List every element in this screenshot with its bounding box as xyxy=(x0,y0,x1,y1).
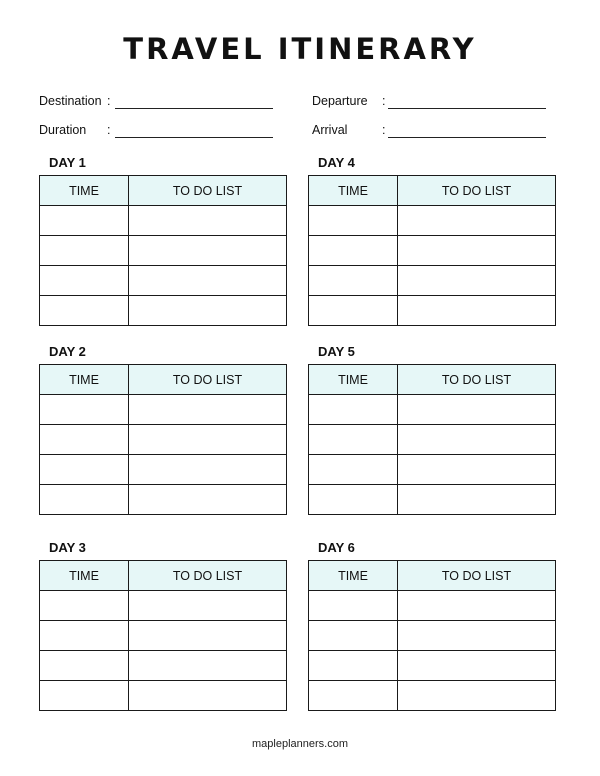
destination-colon: : xyxy=(107,94,111,108)
todo-cell[interactable] xyxy=(398,621,556,651)
duration-colon: : xyxy=(107,123,111,137)
time-header: TIME xyxy=(309,365,398,395)
time-header: TIME xyxy=(40,561,129,591)
day-5-table xyxy=(308,364,556,515)
todo-header: TO DO LIST xyxy=(129,365,287,395)
todo-cell[interactable] xyxy=(398,206,556,236)
time-cell[interactable] xyxy=(309,206,398,236)
todo-cell[interactable] xyxy=(129,455,287,485)
day-2-title: DAY 2 xyxy=(49,344,86,359)
time-cell[interactable] xyxy=(40,621,129,651)
todo-header: TO DO LIST xyxy=(398,176,556,206)
table-row xyxy=(40,455,287,485)
table-row xyxy=(309,621,556,651)
todo-cell[interactable] xyxy=(398,651,556,681)
departure-line[interactable] xyxy=(388,108,546,109)
day-4-title: DAY 4 xyxy=(318,155,355,170)
arrival-line[interactable] xyxy=(388,137,546,138)
time-cell[interactable] xyxy=(40,395,129,425)
departure-colon: : xyxy=(382,94,386,108)
duration-label: Duration xyxy=(39,123,87,137)
time-cell[interactable] xyxy=(40,681,129,711)
day-3-title: DAY 3 xyxy=(49,540,86,555)
destination-line[interactable] xyxy=(115,108,273,109)
table-row xyxy=(40,591,287,621)
table-row xyxy=(309,485,556,515)
time-cell[interactable] xyxy=(40,296,129,326)
time-cell[interactable] xyxy=(40,455,129,485)
table-row xyxy=(309,395,556,425)
todo-header: TO DO LIST xyxy=(398,365,556,395)
table-row xyxy=(309,455,556,485)
time-header: TIME xyxy=(40,365,129,395)
time-cell[interactable] xyxy=(40,266,129,296)
todo-cell[interactable] xyxy=(129,621,287,651)
table-row xyxy=(309,206,556,236)
day-1-title: DAY 1 xyxy=(49,155,86,170)
time-cell[interactable] xyxy=(309,485,398,515)
day-3-table xyxy=(39,560,287,711)
todo-cell[interactable] xyxy=(129,395,287,425)
todo-cell[interactable] xyxy=(398,591,556,621)
day-6-table xyxy=(308,560,556,711)
time-cell[interactable] xyxy=(40,236,129,266)
time-cell[interactable] xyxy=(309,425,398,455)
time-header: TIME xyxy=(40,176,129,206)
time-cell[interactable] xyxy=(40,425,129,455)
time-cell[interactable] xyxy=(309,296,398,326)
todo-cell[interactable] xyxy=(129,425,287,455)
todo-cell[interactable] xyxy=(398,296,556,326)
todo-header: TO DO LIST xyxy=(398,561,556,591)
duration-field[interactable] xyxy=(39,123,274,141)
todo-cell[interactable] xyxy=(129,296,287,326)
table-row xyxy=(309,236,556,266)
table-row xyxy=(40,651,287,681)
table-row xyxy=(40,395,287,425)
day-2-table xyxy=(39,364,287,515)
table-row xyxy=(40,485,287,515)
time-cell[interactable] xyxy=(309,236,398,266)
table-row xyxy=(40,425,287,455)
table-row xyxy=(40,236,287,266)
todo-cell[interactable] xyxy=(398,681,556,711)
arrival-field[interactable] xyxy=(312,123,552,141)
page-title: TRAVEL ITINERARY xyxy=(123,32,477,66)
time-cell[interactable] xyxy=(309,266,398,296)
table-row xyxy=(40,206,287,236)
todo-cell[interactable] xyxy=(129,651,287,681)
day-6-title: DAY 6 xyxy=(318,540,355,555)
time-cell[interactable] xyxy=(40,485,129,515)
time-cell[interactable] xyxy=(309,455,398,485)
time-cell[interactable] xyxy=(309,591,398,621)
time-cell[interactable] xyxy=(309,651,398,681)
destination-label: Destination xyxy=(39,94,102,108)
time-header: TIME xyxy=(309,561,398,591)
todo-header: TO DO LIST xyxy=(129,176,287,206)
table-row xyxy=(40,266,287,296)
time-cell[interactable] xyxy=(309,681,398,711)
time-header: TIME xyxy=(309,176,398,206)
day-1-table xyxy=(39,175,287,326)
todo-cell[interactable] xyxy=(129,485,287,515)
table-row xyxy=(309,591,556,621)
destination-field[interactable] xyxy=(39,94,274,112)
day-4-table xyxy=(308,175,556,326)
table-row xyxy=(309,296,556,326)
table-row xyxy=(309,651,556,681)
time-cell[interactable] xyxy=(40,651,129,681)
departure-field[interactable] xyxy=(312,94,552,112)
footer-website: mapleplanners.com xyxy=(252,738,348,750)
todo-cell[interactable] xyxy=(398,236,556,266)
duration-line[interactable] xyxy=(115,137,273,138)
arrival-label: Arrival xyxy=(312,123,348,137)
table-row xyxy=(40,681,287,711)
todo-header: TO DO LIST xyxy=(129,561,287,591)
todo-cell[interactable] xyxy=(129,266,287,296)
table-row xyxy=(40,296,287,326)
table-row xyxy=(309,681,556,711)
time-cell[interactable] xyxy=(309,395,398,425)
time-cell[interactable] xyxy=(40,206,129,236)
todo-cell[interactable] xyxy=(129,206,287,236)
todo-cell[interactable] xyxy=(129,681,287,711)
table-row xyxy=(40,621,287,651)
day-5-title: DAY 5 xyxy=(318,344,355,359)
todo-cell[interactable] xyxy=(129,591,287,621)
todo-cell[interactable] xyxy=(398,455,556,485)
time-cell[interactable] xyxy=(40,591,129,621)
time-cell[interactable] xyxy=(309,621,398,651)
todo-cell[interactable] xyxy=(398,266,556,296)
todo-cell[interactable] xyxy=(129,236,287,266)
todo-cell[interactable] xyxy=(398,395,556,425)
table-row xyxy=(309,425,556,455)
departure-label: Departure xyxy=(312,94,368,108)
arrival-colon: : xyxy=(382,123,386,137)
table-row xyxy=(309,266,556,296)
todo-cell[interactable] xyxy=(398,485,556,515)
todo-cell[interactable] xyxy=(398,425,556,455)
